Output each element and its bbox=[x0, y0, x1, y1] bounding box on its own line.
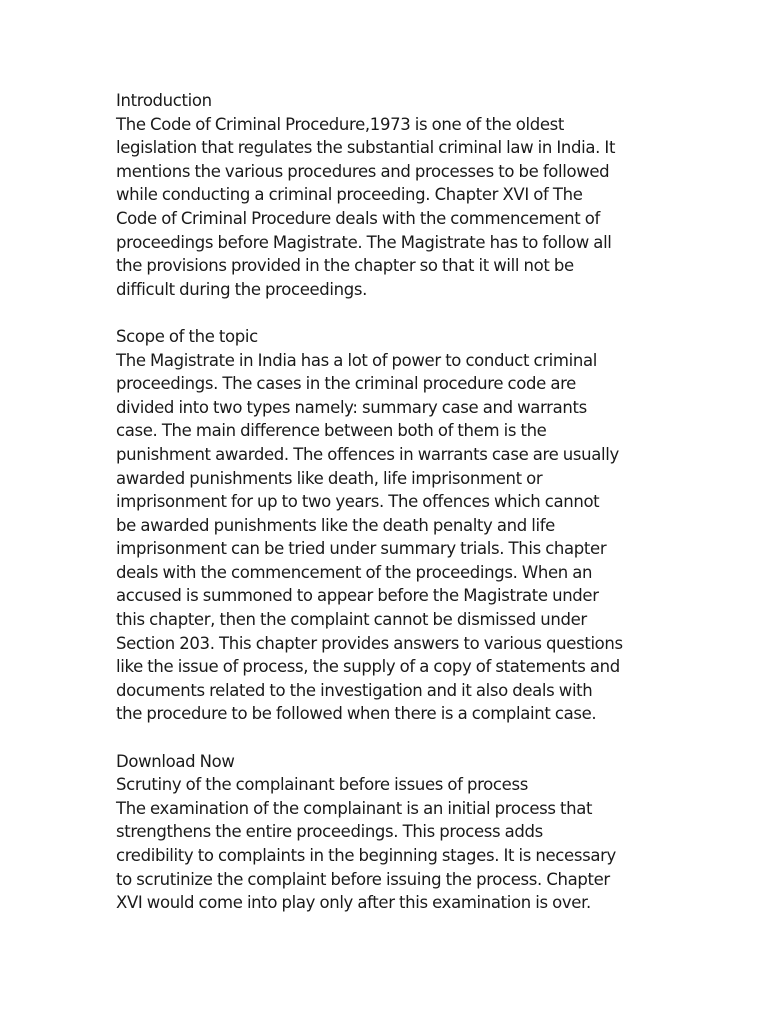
document-page bbox=[116, 89, 676, 915]
paragraph-line: to scrutinize the complaint before issuing the process. Chapter bbox=[116, 869, 610, 889]
paragraph-line: case. The main difference between both of them is the bbox=[116, 421, 547, 441]
paragraph-line: proceedings. The cases in the criminal procedure code are bbox=[116, 374, 576, 394]
paragraph-line: The examination of the complainant is an initial process that bbox=[116, 798, 593, 818]
paragraph-line: credibility to complaints in the beginning stages. It is necessary bbox=[116, 846, 616, 865]
paragraph-line: accused is summoned to appear before the Magistrate under bbox=[116, 586, 599, 606]
paragraph-line: deals with the commencement of the proceedings. When an bbox=[116, 562, 593, 582]
paragraph-line: XVI would come into play only after this examination is over. bbox=[116, 893, 591, 913]
paragraph-line: documents related to the investigation and it also deals with bbox=[116, 680, 593, 700]
paragraph-line: awarded punishments like death, life imprisonment or bbox=[116, 468, 543, 488]
download-now-text: Download Now bbox=[116, 751, 235, 771]
paragraph-line: imprisonment can be tried under summary trials. This chapter bbox=[116, 539, 607, 559]
section-heading-introduction: Introduction bbox=[116, 91, 212, 110]
paragraph-line: this chapter, then the complaint cannot be dismissed under bbox=[116, 610, 587, 630]
paragraph-line: legislation that regulates the substantial criminal law in India. It bbox=[116, 138, 616, 158]
section-heading-scope: Scope of the topic bbox=[116, 326, 258, 346]
paragraph-line: divided into two types namely: summary case and warrants bbox=[116, 397, 587, 417]
paragraph-line: the procedure to be followed when there is a complaint case. bbox=[116, 704, 597, 724]
paragraph-line: The Magistrate in India has a lot of power to conduct criminal bbox=[116, 350, 597, 370]
paragraph-line: while conducting a criminal proceeding. Chapter XVI of The bbox=[116, 185, 583, 205]
paragraph-line: imprisonment for up to two years. The offences which cannot bbox=[116, 492, 600, 512]
paragraph-gap bbox=[116, 301, 676, 325]
paragraph-line: be awarded punishments like the death penalty and life bbox=[116, 515, 555, 535]
paragraph-line: punishment awarded. The offences in warrants case are usually bbox=[116, 444, 619, 464]
paragraph-line: The Code of Criminal Procedure,1973 is one of the oldest bbox=[116, 114, 565, 134]
paragraph-line: difficult during the proceedings. bbox=[116, 279, 368, 299]
paragraph-gap bbox=[116, 726, 676, 750]
paragraph-line: like the issue of process, the supply of a copy of statements and bbox=[116, 657, 620, 677]
paragraph-line: Section 203. This chapter provides answers to various questions bbox=[116, 633, 623, 653]
section-heading-scrutiny: Scrutiny of the complainant before issues of process bbox=[116, 775, 528, 795]
paragraph-line: mentions the various procedures and processes to be followed bbox=[116, 161, 610, 181]
paragraph-line: Code of Criminal Procedure deals with the commencement of bbox=[116, 208, 600, 228]
paragraph-line: strengthens the entire proceedings. This process adds bbox=[116, 822, 543, 842]
paragraph-line: proceedings before Magistrate. The Magistrate has to follow all bbox=[116, 232, 612, 252]
paragraph-line: the provisions provided in the chapter so that it will not be bbox=[116, 256, 574, 276]
